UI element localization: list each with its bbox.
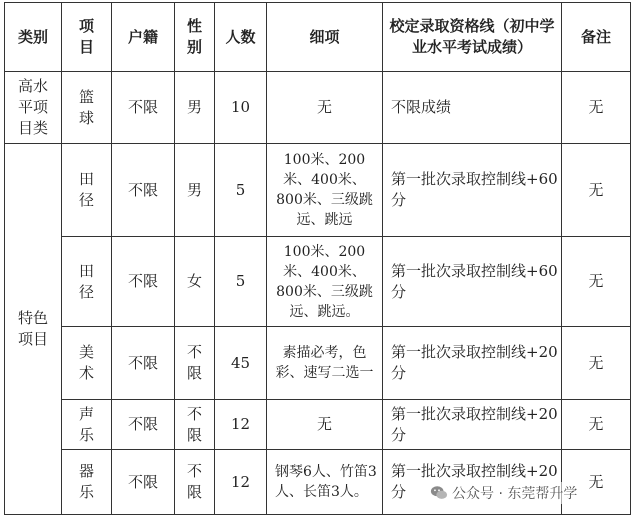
gender-cell: 男	[175, 144, 215, 237]
score-line-cell: 第一批次录取控制线+20分	[383, 327, 562, 400]
count-cell: 5	[215, 144, 267, 237]
header-detail: 细项	[267, 3, 383, 72]
note-cell: 无	[562, 237, 631, 327]
count-cell: 5	[215, 237, 267, 327]
item-cell: 器 乐	[62, 450, 112, 515]
gender-cell: 不 限	[175, 400, 215, 450]
header-row	[5, 3, 631, 72]
gender-cell: 女	[175, 237, 215, 327]
residence-cell: 不限	[112, 237, 175, 327]
header-residence: 户籍	[112, 3, 175, 72]
note-cell: 无	[562, 144, 631, 237]
header-gender: 性 别	[175, 3, 215, 72]
category-cell: 特色 项目	[5, 144, 62, 515]
note-cell: 无	[562, 450, 631, 515]
header-count: 人数	[215, 3, 267, 72]
admission-table	[4, 2, 631, 515]
table-row	[5, 327, 631, 400]
residence-cell: 不限	[112, 72, 175, 144]
header-note: 备注	[562, 3, 631, 72]
detail-cell: 100米、200米、400米、800米、三级跳远、跳远。	[267, 237, 383, 327]
score-line-cell: 第一批次录取控制线+20分	[383, 450, 562, 515]
gender-cell: 不 限	[175, 450, 215, 515]
header-score-line: 校定录取资格线（初中学业水平考试成绩）	[383, 3, 562, 72]
header-category: 类别	[5, 3, 62, 72]
residence-cell: 不限	[112, 144, 175, 237]
detail-cell: 100米、200米、400米、800米、三级跳远、跳远	[267, 144, 383, 237]
count-cell: 45	[215, 327, 267, 400]
residence-cell: 不限	[112, 400, 175, 450]
score-line-cell: 第一批次录取控制线+20分	[383, 400, 562, 450]
wechat-icon	[430, 484, 448, 502]
table-row	[5, 237, 631, 327]
gender-cell: 不 限	[175, 327, 215, 400]
detail-cell: 无	[267, 400, 383, 450]
table-row	[5, 400, 631, 450]
note-cell: 无	[562, 327, 631, 400]
detail-cell: 无	[267, 72, 383, 144]
table-row	[5, 72, 631, 144]
watermark	[430, 482, 577, 504]
count-cell: 12	[215, 450, 267, 515]
category-cell: 高水 平项 目类	[5, 72, 62, 144]
table-row	[5, 144, 631, 237]
count-cell: 10	[215, 72, 267, 144]
note-cell: 无	[562, 400, 631, 450]
note-cell: 无	[562, 72, 631, 144]
item-cell: 田 径	[62, 144, 112, 237]
residence-cell: 不限	[112, 327, 175, 400]
score-line-cell: 第一批次录取控制线+60分	[383, 144, 562, 237]
count-cell: 12	[215, 400, 267, 450]
header-item: 项 目	[62, 3, 112, 72]
watermark-text: 公众号 · 东莞帮升学	[452, 486, 578, 502]
item-cell: 田 径	[62, 237, 112, 327]
item-cell: 声 乐	[62, 400, 112, 450]
gender-cell: 男	[175, 72, 215, 144]
residence-cell: 不限	[112, 450, 175, 515]
detail-cell: 素描必考，色彩、速写二选一	[267, 327, 383, 400]
item-cell: 美 术	[62, 327, 112, 400]
score-line-cell: 不限成绩	[383, 72, 562, 144]
item-cell: 篮 球	[62, 72, 112, 144]
detail-cell: 钢琴6人、竹笛3人、长笛3人。	[267, 450, 383, 515]
score-line-cell: 第一批次录取控制线+60分	[383, 237, 562, 327]
